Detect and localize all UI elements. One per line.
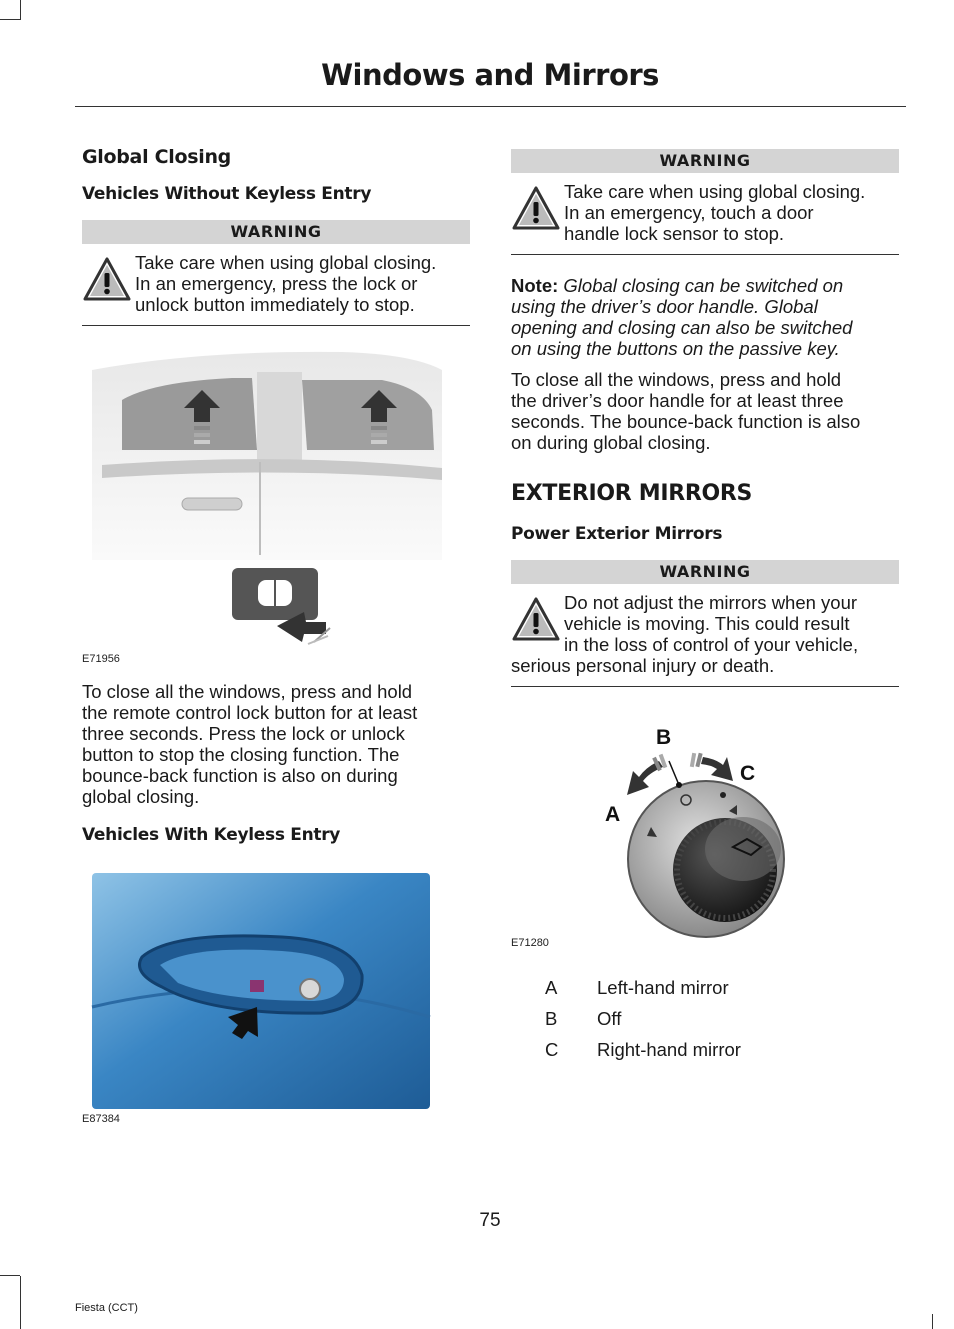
crop-mark	[0, 1275, 20, 1276]
warning-triangle-icon	[511, 185, 561, 231]
title-divider	[75, 106, 906, 107]
warning-line: serious personal injury or death.	[511, 655, 775, 676]
right-column	[511, 149, 899, 1065]
paragraph-line: seconds. The bounce-back function is also	[511, 411, 861, 432]
crop-mark	[20, 0, 21, 20]
subheading-without-keyless: Vehicles Without Keyless Entry	[82, 184, 372, 204]
paragraph-line: button to stop the closing function. The	[82, 744, 400, 765]
mirror-control-figure	[511, 709, 899, 959]
figure-label-c: C	[740, 762, 756, 785]
note-paragraph	[511, 275, 899, 359]
warning-triangle-icon	[82, 256, 132, 302]
warning-box	[511, 560, 899, 687]
legend-row	[511, 972, 899, 1003]
body-paragraph	[511, 369, 899, 453]
note-line: using the driver’s door handle. Global	[511, 296, 818, 317]
paragraph-line: the remote control lock button for at least	[82, 702, 418, 723]
note-line: on using the buttons on the passive key.	[511, 338, 840, 359]
legend-key: B	[545, 1008, 558, 1029]
figure-label-b: B	[656, 726, 672, 749]
paragraph-line: global closing.	[82, 786, 200, 807]
warning-heading: WARNING	[511, 149, 899, 173]
warning-triangle-icon	[511, 596, 561, 642]
door-handle-figure	[82, 867, 470, 1117]
warning-heading: WARNING	[82, 220, 470, 244]
legend-value: Left-hand mirror	[597, 977, 729, 998]
paragraph-line: the driver’s door handle for at least three	[511, 390, 844, 411]
warning-text	[511, 584, 899, 686]
figure-id: E71956	[82, 653, 120, 665]
subheading-with-keyless: Vehicles With Keyless Entry	[82, 825, 341, 845]
body-paragraph	[82, 681, 470, 807]
crop-mark	[20, 1276, 21, 1329]
figure-id: E87384	[82, 1113, 120, 1125]
left-arrow-icon	[627, 754, 667, 795]
note-line: opening and closing can also be switched	[511, 317, 853, 338]
footer-model: Fiesta (CCT)	[75, 1302, 138, 1314]
crop-mark	[0, 19, 20, 20]
paragraph-line: bounce-back function is also on during	[82, 765, 398, 786]
warning-line: In an emergency, press the lock or	[135, 273, 418, 294]
note-label: Note:	[511, 275, 559, 296]
legend-value: Right-hand mirror	[597, 1039, 741, 1060]
figure-id: E71280	[511, 937, 549, 949]
figure-label-a: A	[605, 803, 621, 826]
warning-line: Take care when using global closing.	[135, 252, 437, 273]
paragraph-line: on during global closing.	[511, 432, 711, 453]
legend-key: C	[545, 1039, 559, 1060]
subheading-power-mirrors: Power Exterior Mirrors	[511, 524, 723, 544]
paragraph-line: To close all the windows, press and hold	[511, 369, 842, 390]
page-number: 75	[479, 1210, 501, 1231]
note-line	[511, 275, 899, 296]
warning-text	[511, 173, 899, 254]
warning-box	[511, 149, 899, 255]
right-arrow-icon	[690, 753, 733, 781]
section-title-global-closing: Global Closing	[82, 146, 231, 168]
legend-row	[511, 1034, 899, 1065]
warning-line: Do not adjust the mirrors when your	[564, 592, 858, 613]
warning-text	[82, 244, 470, 325]
legend-value: Off	[597, 1008, 622, 1029]
legend-key: A	[545, 977, 558, 998]
paragraph-line: To close all the windows, press and hold	[82, 681, 413, 702]
legend-table	[511, 972, 899, 1065]
warning-line: In an emergency, touch a door	[564, 202, 814, 223]
paragraph-line: three seconds. Press the lock or unlock	[82, 723, 405, 744]
warning-heading: WARNING	[511, 560, 899, 584]
section-title-exterior-mirrors: EXTERIOR MIRRORS	[511, 481, 753, 506]
crop-mark	[932, 1314, 933, 1329]
warning-line: handle lock sensor to stop.	[564, 223, 785, 244]
warning-line: Take care when using global closing.	[564, 181, 866, 202]
warning-line: in the loss of control of your vehicle,	[564, 634, 859, 655]
car-windows-figure	[82, 340, 470, 665]
warning-line: vehicle is moving. This could result	[564, 613, 850, 634]
note-text: Global closing can be switched on	[558, 275, 844, 296]
warning-box	[82, 220, 470, 326]
page-title: Windows and Mirrors	[321, 58, 659, 92]
legend-row	[511, 1003, 899, 1034]
warning-line: unlock button immediately to stop.	[135, 294, 415, 315]
remote-lock-button-icon	[232, 568, 330, 644]
left-column	[82, 145, 470, 1125]
